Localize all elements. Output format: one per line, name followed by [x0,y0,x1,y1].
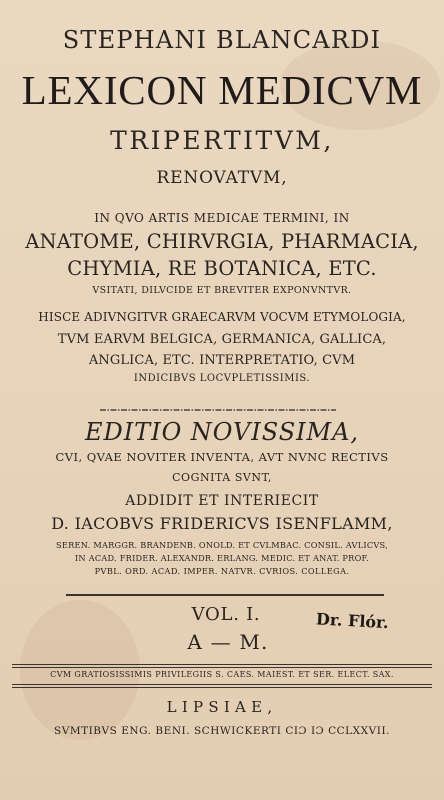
edition-note-1: CVI, QVAE NOVITER INVENTA, AVT NVNC RECTIVS [55,450,389,464]
intro-line: IN QVO ARTIS MEDICAE TERMINI, IN [94,211,350,225]
author-name: STEPHANI BLANCARDI [62,26,382,54]
subjects-line-1: ANATOME, CHIRVRGIA, PHARMACIA, [25,230,419,253]
owner-inscription: Dr. Flór. [315,609,390,633]
divider-rule [12,667,432,668]
divider-rule [12,664,432,665]
explained-line: VSITATI, DILVCIDE ET BREVITER EXPONVNTVR. [92,285,352,296]
ornamental-rule [100,406,336,414]
divider-rule [12,684,432,685]
addidit-line: ADDIDIT ET INTERIECIT [125,493,319,509]
etymology-line-4: INDICIBVS LOCVPLETISSIMIS. [133,373,311,384]
etymology-line-1: HISCE ADIVNGITVR GRAECARVM VOCVM ETYMOLOGIA, [38,310,406,324]
subtitle-tripertitum: TRIPERTITVM, [110,126,334,155]
edition-note-2: COGNITA SVNT, [172,471,272,484]
editor-titles-3: PVBL. ORD. ACAD. IMPER. NATVR. CVRIOS. COLLEGA. [94,566,350,576]
editor-titles-2: IN ACAD. FRIDER. ALEXANDR. ERLANG. MEDIC. ET ANAT. PROF. [74,553,370,563]
editor-titles-1: SEREN. MARGGR. BRANDENB. ONOLD. ET CVLMBAC. CONSIL. AVLICVS, [56,540,388,550]
editor-name: D. IACOBVS FRIDERICVS ISENFLAMM, [51,514,393,533]
divider-rule [66,594,384,596]
publication-place: LIPSIAE, [166,698,278,716]
etymology-line-2: TVM EARVM BELGICA, GERMANICA, GALLICA, [57,332,387,347]
volume-range: A — M. [187,630,269,654]
subjects-line-2: CHYMIA, RE BOTANICA, ETC. [67,257,377,280]
privilege-line: CVM GRATIOSISSIMIS PRIVILEGIIS S. CAES. MAIEST. ET SER. ELECT. SAX. [50,670,394,679]
edition-heading: EDITIO NOVISSIMA, [85,418,359,446]
divider-rule [12,687,432,688]
etymology-line-3: ANGLICA, ETC. INTERPRETATIO, CVM [88,353,356,368]
imprint-line: SVMTIBVS ENG. BENI. SCHWICKERTI CIƆ IƆ CCLXXVII. [54,725,390,737]
volume-number: VOL. I. [191,604,261,625]
book-title: LEXICON MEDICVM [21,67,423,113]
subtitle-renovatum: RENOVATVM, [156,168,288,188]
